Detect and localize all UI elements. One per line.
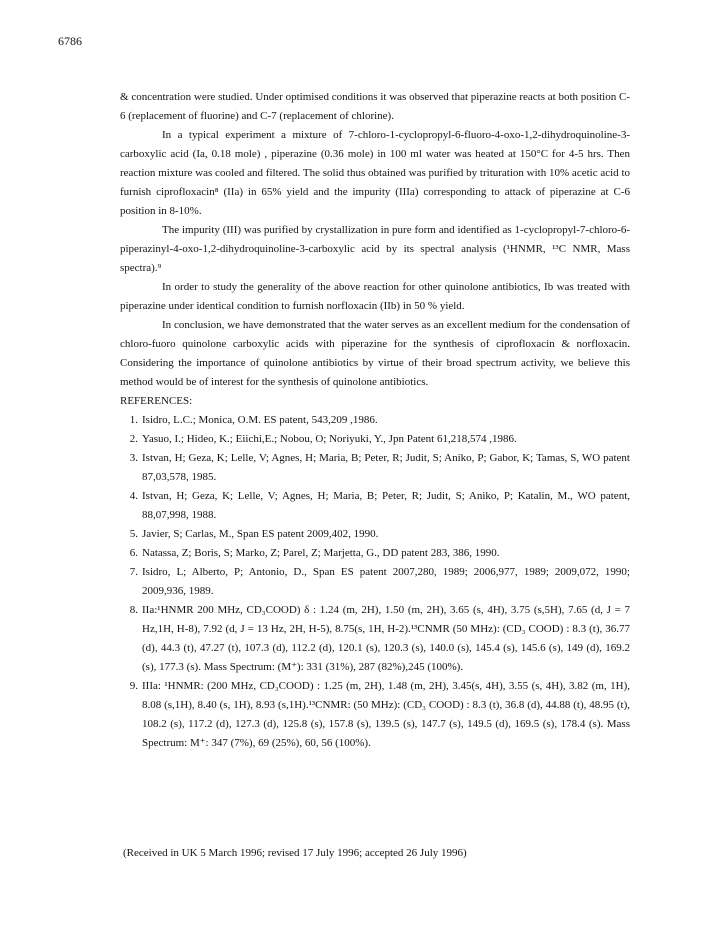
reference-number: 6. — [129, 547, 138, 559]
page-number: 6786 — [58, 34, 82, 48]
received-dates-footer: (Received in UK 5 March 1996; revised 17 July 1996; accepted 26 July 1996) — [123, 847, 467, 859]
reference-text: IIa:¹HNMR 200 MHz, CD₃COOD) δ : 1.24 (m, 2H), 1.50 (m, 2H), 3.65 (s, 4H), 3.75 (s,5H), 7.65 (d, J = 7 Hz,1H, H-8), 7.92 (d, J = 13 Hz, 2H, H-5), 8.75(s, 1H, H-2).¹³CNMR (50 MHz): (CD₃ COOD) : 8.3 (t), 36.77 (d), 44.3 (t), 47.27 (t), 107.3 (d), 112.2 (d), 120.1 (s), 120.3 (s), 140.0 (s), 145.4 (s), 145.6 (s), 149 (d), 169.2 (s), 177.3 (s). Mass Spectrum: (M⁺): 331 (31%), 287 (82%),245 (100%). — [142, 604, 630, 673]
reference-number: 1. — [129, 414, 138, 426]
reference-item — [120, 449, 630, 487]
references-heading: REFERENCES: — [120, 395, 193, 407]
reference-item — [120, 487, 630, 525]
reference-text: Natassa, Z; Boris, S; Marko, Z; Parel, Z; Marjetta, G., DD patent 283, 386, 1990. — [142, 547, 500, 559]
reference-item — [120, 677, 630, 753]
reference-number: 7. — [129, 566, 138, 578]
paragraph: In conclusion, we have demonstrated that the water serves as an excellent medium for the condensation of chloro-fuoro quinolone carboxylic acids with piperazine for the synthesis of ciprofloxacin & norfloxacin. Considering the importance of quinolone antibiotics by virtue of their broad spectrum activity, we believe this method would be of interest for the synthesis of quinolone antibiotics. — [120, 319, 630, 388]
paragraph: & concentration were studied. Under optimised conditions it was observed that piperazine reacts at both position C-6 (replacement of fluorine) and C-7 (replacement of chlorine). — [120, 91, 630, 122]
reference-text: Isidro, L.C.; Monica, O.M. ES patent, 543,209 ,1986. — [142, 414, 378, 426]
reference-number: 2. — [129, 433, 138, 445]
references-list — [120, 411, 630, 753]
paragraph: In order to study the generality of the above reaction for other quinolone antibiotics, Ib was treated with piperazine under identical condition to furnish norfloxacin (IIb) in 50 % yield. — [120, 281, 630, 312]
reference-text: Yasuo, I.; Hideo, K.; Eiichi,E.; Nobou, O; Noriyuki, Y., Jpn Patent 61,218,574 ,1986. — [142, 433, 517, 445]
reference-text: Istvan, H; Geza, K; Lelle, V; Agnes, H; Maria, B; Peter, R; Judit, S; Aniko, P; Katalin, M., WO patent, 88,07,998, 1988. — [142, 490, 630, 521]
reference-number: 4. — [129, 490, 138, 502]
reference-number: 9. — [129, 680, 138, 692]
reference-number: 5. — [129, 528, 138, 540]
reference-item — [120, 525, 630, 544]
reference-item — [120, 601, 630, 677]
reference-item — [120, 430, 630, 449]
paragraph: In a typical experiment a mixture of 7-chloro-1-cyclopropyl-6-fluoro-4-oxo-1,2-dihydroquinoline-3-carboxylic acid (Ia, 0.18 mole) , piperazine (0.36 mole) in 100 ml water was heated at 150°C for 4-5 hrs. Then reaction mixture was cooled and filtered. The solid thus obtained was purified by trituration with 10% acetic acid to furnish ciprofloxacin⁸ (IIa) in 65% yield and the impurity (IIIa) corresponding to attack of piperazine at C-6 position in 8-10%. — [120, 129, 630, 217]
reference-number: 8. — [129, 604, 138, 616]
reference-item — [120, 563, 630, 601]
paragraph: The impurity (III) was purified by crystallization in pure form and identified as 1-cyclopropyl-7-chloro-6-piperazinyl-4-oxo-1,2-dihydroquinoline-3-carboxylic acid by its spectral analysis (¹HNMR, ¹³C NMR, Mass spectra).⁹ — [120, 224, 630, 274]
reference-number: 3. — [129, 452, 138, 464]
reference-item — [120, 411, 630, 430]
reference-text: Isidro, L; Alberto, P; Antonio, D., Span ES patent 2007,280, 1989; 2006,977, 1989; 2009,072, 1990; 2009,936, 1989. — [142, 566, 630, 597]
article-body — [120, 88, 630, 753]
reference-text: Istvan, H; Geza, K; Lelle, V; Agnes, H; Maria, B; Peter, R; Judit, S; Aniko, P; Gabor, K; Tamas, S, WO patent 87,03,578, 1985. — [142, 452, 630, 483]
reference-text: IIIa: ¹HNMR: (200 MHz, CD₃COOD) : 1.25 (m, 2H), 1.48 (m, 2H), 3.45(s, 4H), 3.55 (s, 4H), 3.82 (m, 1H), 8.08 (s,1H), 8.40 (s, 1H), 8.93 (s,1H).¹³CNMR: (50 MHz): (CD₃ COOD) : 8.3 (t), 36.8 (d), 44.88 (t), 48.95 (t), 108.2 (s), 117.2 (d), 127.3 (d), 125.8 (s), 157.8 (s), 139.5 (s), 147.7 (s), 149.5 (d), 169.5 (s), 178.4 (s). Mass Spectrum: M⁺: 347 (7%), 69 (25%), 60, 56 (100%). — [142, 680, 630, 749]
reference-text: Javier, S; Carlas, M., Span ES patent 2009,402, 1990. — [142, 528, 379, 540]
reference-item — [120, 544, 630, 563]
